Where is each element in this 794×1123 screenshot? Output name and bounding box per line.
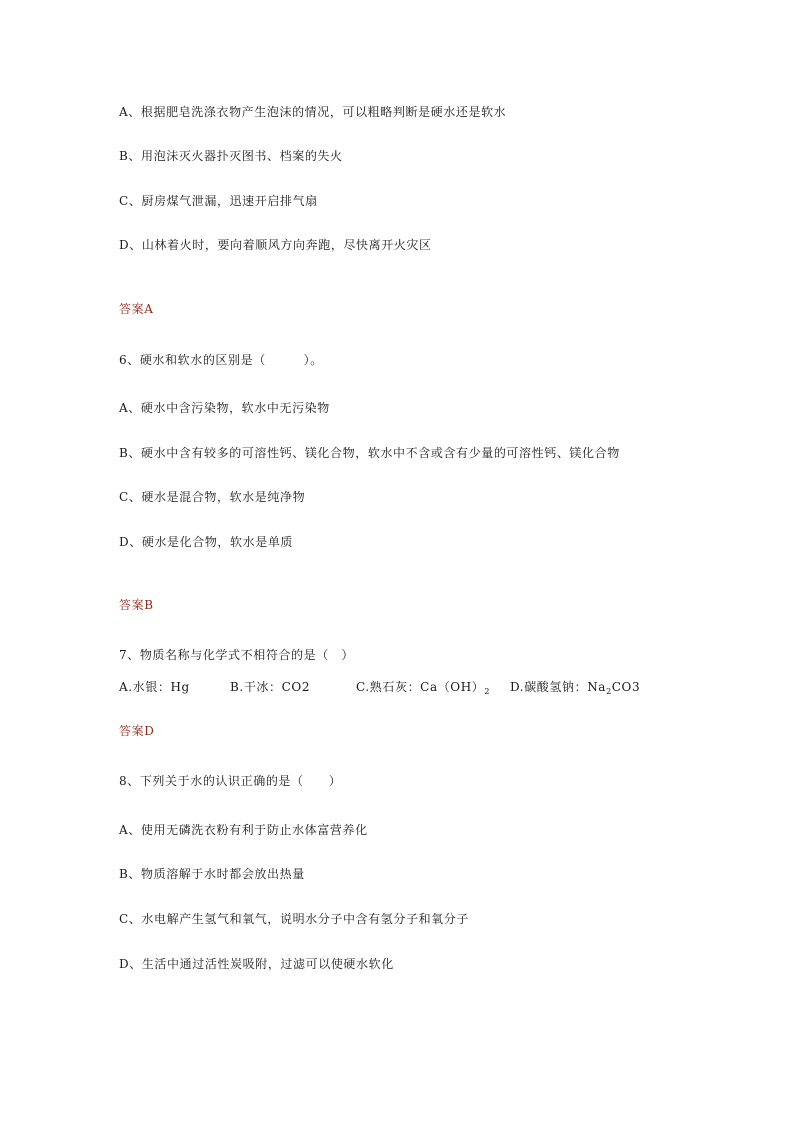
q8-option-b: B、物质溶解于水时都会放出热量 [119, 867, 305, 881]
q7-option-d-pre: D.碳酸氢钠：Na [510, 680, 607, 694]
q8-option-d: D、生活中通过活性炭吸附，过滤可以使硬水软化 [119, 957, 394, 971]
q8-stem: 8、下列关于水的认识正确的是（ ） [119, 774, 342, 788]
q6-stem: 6、硬水和软水的区别是（ ）。 [119, 353, 323, 367]
q5-option-a: A、根据肥皂洗涤衣物产生泡沫的情况，可以粗略判断是硬水还是软水 [119, 105, 507, 119]
q5-option-d: D、山林着火时，要向着顺风方向奔跑，尽快离开火灾区 [119, 238, 432, 252]
q7-option-d-sub: 2 [606, 687, 612, 696]
q7-option-b: B.干冰：CO2 [230, 680, 311, 694]
q8-option-c: C、水电解产生氢气和氧气，说明水分子中含有氢分子和氧分子 [119, 912, 469, 926]
q7-option-c-sub: 2 [484, 687, 491, 696]
answer-5: 答案A [119, 302, 154, 316]
q7-option-c [356, 679, 490, 695]
q7-option-d-post: CO3 [611, 680, 641, 694]
q7-option-d [510, 679, 640, 695]
q6-option-b: B、硬水中含有较多的可溶性钙、镁化合物，软水中不含或含有少量的可溶性钙、镁化合物 [119, 446, 620, 460]
q8-option-a: A、使用无磷洗衣粉有利于防止水体富营养化 [119, 823, 368, 837]
q7-option-a: A.水银：Hg [119, 680, 190, 694]
q6-option-d: D、硬水是化合物，软水是单质 [119, 535, 294, 549]
q5-option-c: C、厨房煤气泄漏，迅速开启排气扇 [119, 194, 318, 208]
q6-option-c: C、硬水是混合物，软水是纯净物 [119, 490, 306, 504]
q7-option-c-main: C.熟石灰：Ca（OH） [356, 680, 485, 694]
q5-option-b: B、用泡沫灭火器扑灭图书、档案的失火 [119, 149, 343, 163]
q7-stem: 7、物质名称与化学式不相符合的是（ ） [119, 648, 355, 662]
q6-option-a: A、硬水中含污染物，软水中无污染物 [119, 401, 330, 415]
answer-7: 答案D [119, 724, 155, 738]
answer-6: 答案B [119, 598, 154, 612]
